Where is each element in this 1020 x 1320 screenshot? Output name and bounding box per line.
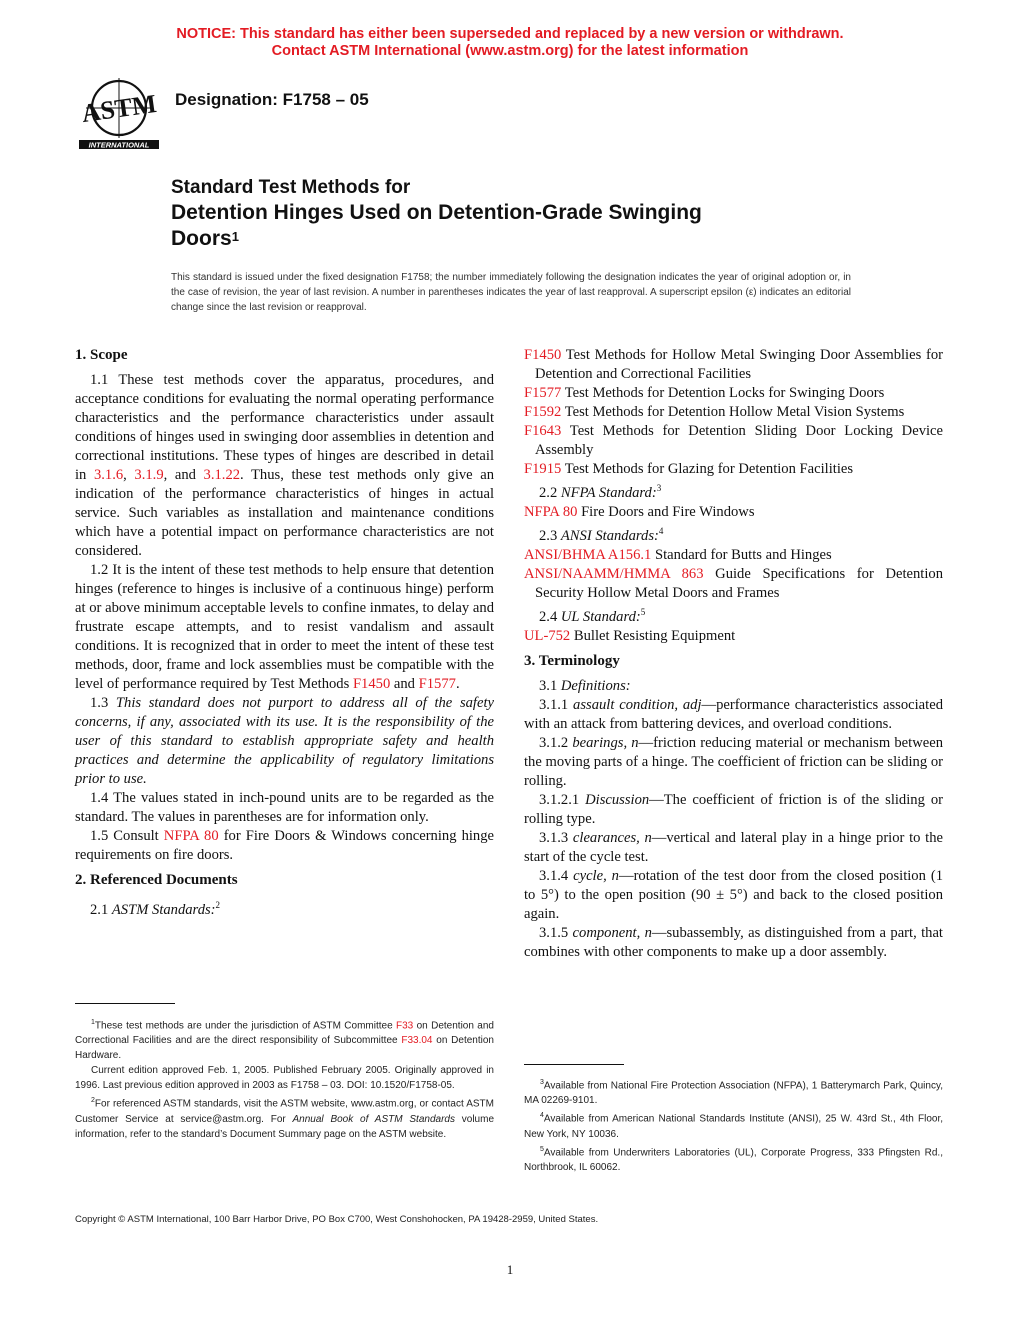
link-3-1-6[interactable]: 3.1.6 [93,467,124,483]
link-astm-ref-4[interactable]: F1915 [524,461,562,477]
link-astm-ref-0[interactable]: F1450 [524,347,562,363]
footnotes-right [524,1075,943,1175]
footnote-2: $^2$For referenced ASTM standards, visit the ASTM website, www.astm.org, or contact ASTM Customer Service at service@astm.org. For Annual Book of ASTM Standards volume information, refer to the standard’s Document Summary page on the ASTM website. [75,1097,494,1140]
ansi-ref-item: ANSI/BHMA A156.1 Standard for Butts and Hinges [524,546,832,563]
link-3-1-9[interactable]: 3.1.9 [134,467,164,483]
ref-nfpa-80: NFPA 80 Fire Doors and Fire Windows [524,503,755,520]
refdocs-ansi-label: 2.3 ANSI Standards:$^4$ [539,525,664,544]
right-column [524,346,943,962]
notice-line-2: Contact ASTM International (www.astm.org) for the latest information [271,43,749,59]
link-nfpa-80-ref[interactable]: NFPA 80 [524,503,578,520]
astm-ref-item: F1450 Test Methods for Hollow Metal Swinging Door Assemblies for Detention and Correctional Facilities [524,347,943,382]
link-f33-04[interactable]: F33.04 [401,1035,433,1047]
link-f33[interactable]: F33 [396,1020,414,1032]
scope-para-1-2: 1.2 It is the intent of these test methods to help ensure that detention hinges (reference to hinges is inclusive of a continuous hinge) perform at or above minimum acceptable levels to confine inmates, to delay and frustrate escape attempts, and to resist vandalism and assault conditions. It is recognized that in order to meet the intent of these test methods, door, frame and lock assemblies must be compatible with the level of performance required by Test Methods F1450 and F1577. [75,562,494,692]
footnotes-left [75,1015,494,1142]
logo-subtext: INTERNATIONAL [88,140,150,150]
astm-logo [76,74,162,154]
notice-line-1: NOTICE: This standard has either been superseded and replaced by a new version or withdrawn. [176,26,844,42]
astm-standards-list [524,346,943,479]
ansi-standards-list [524,546,943,603]
link-astm-ref-3[interactable]: F1643 [524,423,562,439]
ansi-ref-item: ANSI/NAAMM/HMMA 863 Guide Specifications for Detention Security Hollow Metal Doors and Frames [524,565,943,601]
title-line-2: Detention Hinges Used on Detention-Grade Swinging [171,201,702,224]
page-number: 1 [506,1262,514,1277]
ref-ul-752: UL-752 Bullet Resisting Equipment [524,627,736,644]
footnote-4: $^4$Available from American National Standards Institute (ANSI), 25 W. 43rd St., 4th Floor, New York, NY 10036. [524,1112,943,1140]
left-column [75,346,494,920]
scope-para-1-5: 1.5 Consult NFPA 80 for Fire Doors & Windows concerning hinge requirements on fire doors. [75,828,494,863]
title-footnote-mark: 1 [231,229,239,244]
link-ansi-ref-1[interactable]: ANSI/NAAMM/HMMA 863 [524,565,704,582]
footnote-1-edition: Current edition approved Feb. 1, 2005. Published February 2005. Originally approved in 1996. Last previous edition approved in 2003 as F1758 – 03. DOI: 10.1520/F1758-05. [75,1065,494,1092]
scope-para-1-3: 1.3 This standard does not purport to address all of the safety concerns, if any, associated with its use. It is the responsibility of the user of this standard to establish appropriate safety and health practices and determine the applicability of regulatory limitations prior to use. [75,695,494,787]
astm-ref-item: F1577 Test Methods for Detention Locks for Swinging Doors [524,385,885,401]
title-line-3 [171,226,871,252]
footnote-1: $^1$These test methods are under the jurisdiction of ASTM Committee F33 on Detention and Correctional Facilities and are the direct responsibility of Subcommittee F33.04 on Detention Hardware. [75,1019,494,1062]
issued-note: This standard is issued under the fixed designation F1758; the number immediately following the designation indicates the year of original adoption or, in the case of revision, the year of last revision. A number in parentheses indicates the year of last reapproval. A superscript epsilon (ε) indicates an editorial change since the last revision or reapproval. [171,272,851,313]
link-nfpa-80[interactable]: NFPA 80 [163,828,219,844]
term-assault-condition: 3.1.1 assault condition, adj—performance characteristics associated with an attack from battering devices, and overload conditions. [524,696,943,732]
link-astm-ref-2[interactable]: F1592 [524,404,562,420]
term-bearings: 3.1.2 bearings, n—friction reducing material or mechanism between the moving parts of a hinge. The coefficient of friction can be sliding or rolling. [524,734,943,789]
link-3-1-22[interactable]: 3.1.22 [203,467,241,483]
document-title [171,176,871,252]
footnote-5: $^5$Available from Underwriters Laboratories (UL), Corporate Progress, 333 Pfingsten Rd., Northbrook, IL 60062. [524,1145,943,1173]
link-ul-752[interactable]: UL-752 [524,627,571,644]
astm-ref-item: F1592 Test Methods for Detention Hollow Metal Vision Systems [524,404,905,420]
astm-ref-item: F1643 Test Methods for Detention Sliding Door Locking Device Assembly [524,423,943,458]
scope-heading: 1. Scope [75,347,128,363]
scope-para-1-1: 1.1 These test methods cover the apparatus, procedures, and acceptance conditions for evaluating the normal operating performance characteristics and the performance characteristics under assault conditions of hinges used in swinging door assemblies in detention and correctional institutions. These types of hinges are described in detail in 3.1.6, 3.1.9, and 3.1.22. Thus, these test methods only give an indication of the performance characteristics of hinges in actual service. Such variables as installation and maintenance conditions which have a potential impact on performance characteristics are not considered. [75,372,495,559]
link-f1450[interactable]: F1450 [352,676,391,692]
term-component: 3.1.5 component, n—subassembly, as distinguished from a part, that combines with other components to make up a door assembly. [524,924,943,960]
term-clearances: 3.1.3 clearances, n—vertical and lateral play in a hinge prior to the start of the cycle test. [524,829,943,865]
title-line-1: Standard Test Methods for [171,177,411,198]
refdocs-heading: 2. Referenced Documents [75,872,238,888]
refdocs-nfpa-label: 2.2 NFPA Standard:$^3$ [539,483,662,501]
link-f1577[interactable]: F1577 [418,676,456,692]
footnote-3: $^3$Available from National Fire Protection Association (NFPA), 1 Batterymarch Park, Quincy, MA 02269-9101. [524,1079,943,1107]
link-ansi-ref-0[interactable]: ANSI/BHMA A156.1 [524,546,652,563]
copyright: Copyright © ASTM International, 100 Barr Harbor Drive, PO Box C700, West Conshohocken, PA 19428-2959, United States. [75,1214,599,1225]
scope-para-1-4: 1.4 The values stated in inch-pound units are to be regarded as the standard. The values in parentheses are for information only. [75,790,494,825]
refdocs-astm-label: 2.1 ASTM Standards:$^2$ [90,900,221,918]
term-definitions: 3.1 Definitions: [539,677,631,694]
designation: Designation: F1758 – 05 [175,90,369,109]
astm-ref-item: F1915 Test Methods for Glazing for Detention Facilities [524,461,854,477]
notice-banner [0,26,1020,60]
logo-text: ASTM [79,88,159,129]
terminology-heading: 3. Terminology [524,652,620,669]
link-astm-ref-1[interactable]: F1577 [524,385,562,401]
term-discussion: 3.1.2.1 Discussion—The coefficient of friction is of the sliding or rolling type. [524,791,944,827]
term-cycle: 3.1.4 cycle, n—rotation of the test door from the closed position (1 to 5°) to the open position (90 ± 5°) and back to the closed position again. [524,867,943,922]
refdocs-ul-label: 2.4 UL Standard:$^5$ [539,606,646,625]
title-line-3-text: Doors [171,227,232,250]
